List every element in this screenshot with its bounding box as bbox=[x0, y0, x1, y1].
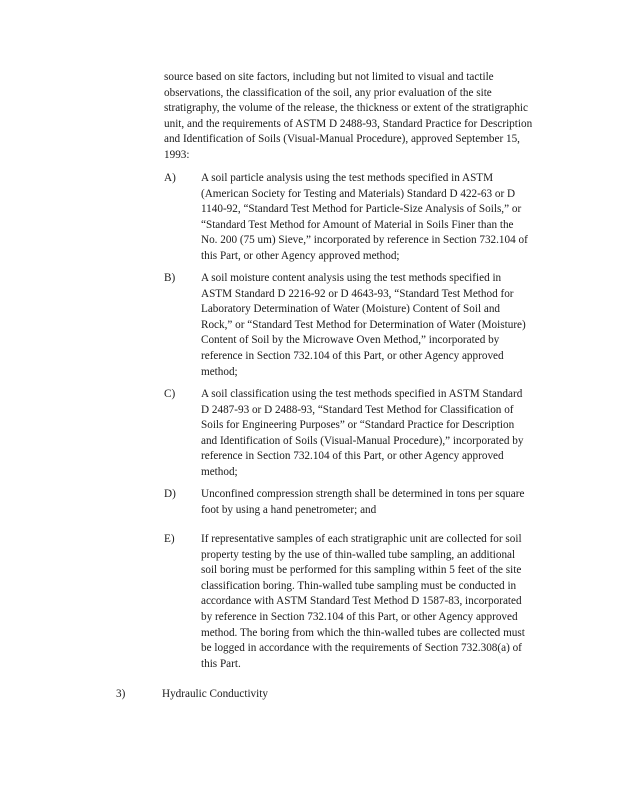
list-item-letter: A) bbox=[164, 172, 176, 184]
list-item-d bbox=[164, 487, 534, 518]
list-item-c bbox=[164, 387, 534, 481]
list-item-text: A soil moisture content analysis using the test methods specified in ASTM Standard D 2216-92 or D 4643-93, “Standard Test Method for Laboratory Determination of Water (Moisture) Content of Soil and Rock,” or “Standard Test Method for Determination of Water (Moisture) Content of Soil by the Microwave Oven Method,” incorporated by reference in Section 732.104 of this Part, or other Agency approved method; bbox=[201, 272, 526, 378]
list-item-text: If representative samples of each stratigraphic unit are collected for soil property testing by the use of thin-walled tube sampling, an additional soil boring must be performed for this sampling within 5 feet of the site classification boring. Thin-walled tube sampling must be conducted in accordance with ASTM Standard Test Method D 1587-83, incorporated by reference in Section 732.104 of this Part, or other Agency approved method. The boring from which the thin-walled tubes are collected must be logged in accordance with the requirements of Section 732.308(a) of this Part. bbox=[201, 533, 525, 670]
list-item-letter: B) bbox=[164, 272, 176, 284]
list-item-text: A soil classification using the test methods specified in ASTM Standard D 2487-93 or D 2488-93, “Standard Test Method for Classification of Soils for Engineering Purposes” or “Standard Practice for Description and Identification of Soils (Visual-Manual Procedure),” incorporated by reference in Section 732.104 of this Part, or other Agency approved method; bbox=[201, 388, 524, 478]
list-item-letter: D) bbox=[164, 488, 176, 500]
list-item-text: Unconfined compression strength shall be determined in tons per square foot by using a hand penetrometer; and bbox=[201, 488, 525, 516]
list-item-text: A soil particle analysis using the test methods specified in ASTM (American Society for Testing and Materials) Standard D 422-63 or D 1140-92, “Standard Test Method for Particle-Size Analysis of Soils,” or “Standard Test Method for Amount of Material in Soils Finer than the No. 200 (75 um) Sieve,” incorporated by reference in Section 732.104 of this Part, or other Agency approved method; bbox=[201, 172, 528, 262]
list-item-a bbox=[164, 171, 534, 265]
intro-paragraph: source based on site factors, including but not limited to visual and tactile observations, the classification of the soil, any prior evaluation of the site stratigraphy, the volume of the release, the thickness or extent of the stratigraphic unit, and the requirements of ASTM D 2488-93, Standard Practice for Description and Identification of Soils (Visual-Manual Procedure), approved September 15, 1993: bbox=[164, 71, 533, 161]
list-item-b bbox=[164, 271, 534, 380]
list-item-letter: E) bbox=[164, 533, 175, 545]
section-title: Hydraulic Conductivity bbox=[162, 688, 268, 700]
list-item-e bbox=[164, 532, 534, 672]
section-number: 3) bbox=[116, 688, 126, 700]
list-item-letter: C) bbox=[164, 388, 176, 400]
